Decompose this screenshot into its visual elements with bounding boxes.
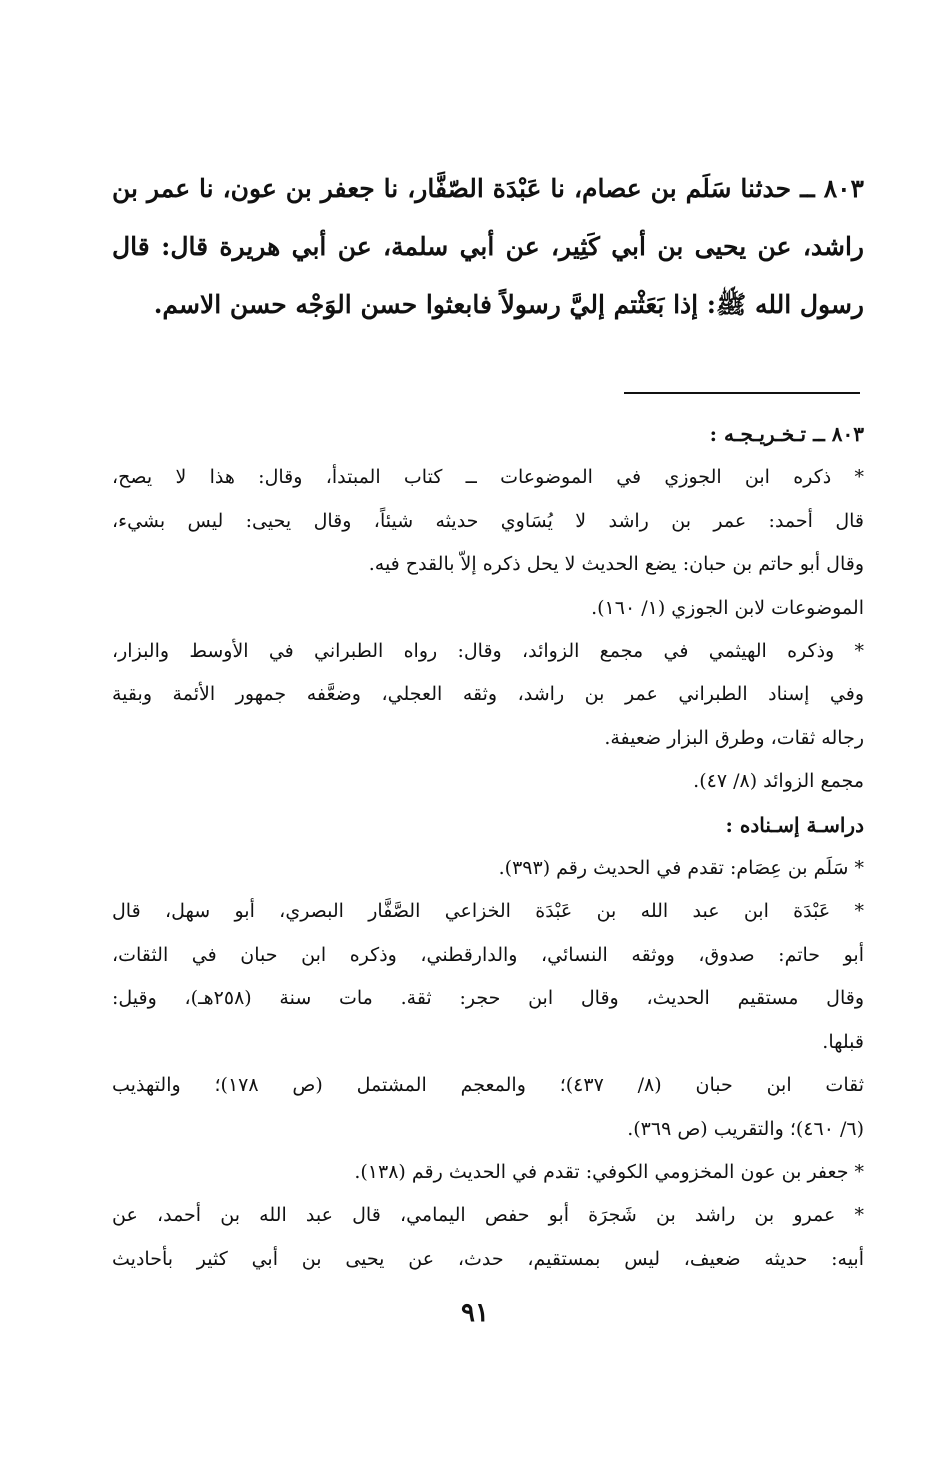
note-line: رجاله ثقات، وطرق البزار ضعيفة.	[604, 726, 864, 749]
note-line: وقال أبو حاتم بن حبان: يضع الحديث لا يحل ذكره إلاّ بالقدح فيه.	[368, 553, 864, 576]
hadith-text	[112, 160, 864, 334]
note-line: (٦/ ٤٦٠)؛ والتقريب (ص ٣٦٩).	[627, 1117, 864, 1140]
page-number: ٩١	[461, 1298, 489, 1328]
isnad-study-heading: دراسـة إسـناده :	[725, 812, 864, 837]
note-line: * عمرو بن راشد بن شَجرَة أبو حفص اليمامي، قال عبد الله بن أحمد، عن	[112, 1204, 864, 1227]
note-line: وفي إسناد الطبراني عمر بن راشد، وثقه العجلي، وضعَّفه جمهور الأئمة وبقية	[112, 683, 864, 706]
takhrij-heading: ٨٠٣ ــ تـخـريـجـه :	[709, 422, 864, 446]
note-line: * جعفر بن عون المخزومي الكوفي: تقدم في الحديث رقم (١٣٨).	[354, 1160, 864, 1183]
note-line: وقال مستقيم الحديث، وقال ابن حجر: ثقة. مات سنة (٢٥٨هـ)، وقيل:	[112, 987, 864, 1010]
note-line: أبو حاتم: صدوق، ووثقه النسائي، والدارقطني، وذكره ابن حبان في الثقات،	[112, 943, 864, 966]
hadith-paragraph: ٨٠٣ ــ حدثنا سَلَم بن عصام، نا عَبْدَة الصّفَّار، نا جعفر بن عون، نا عمر بن راشد، عن يحيى بن أبي كَثِير، عن أبي سلمة، عن أبي هريرة قال: قال رسول الله ﷺ: إذا بَعَثْتم إليَّ رسولاً فابعثوا حسن الوَجْه حسن الاسم.	[112, 174, 864, 319]
note-line: * ذكره ابن الجوزي في الموضوعات ــ كتاب المبتدأ، وقال: هذا لا يصح،	[112, 466, 864, 489]
note-line: * عَبْدَة ابن عبد الله بن عَبْدَة الخزاعي الصَّفَّار البصري، أبو سهل، قال	[112, 900, 864, 923]
note-line: مجمع الزوائد (٨/ ٤٧).	[693, 770, 864, 793]
note-line: أبيه: حديثه ضعيف، ليس بمستقيم، حدث، عن يحيى بن أبي كثير بأحاديث	[112, 1247, 864, 1270]
footnote-separator	[624, 392, 860, 394]
footnotes	[112, 413, 864, 1281]
note-line: قال أحمد: عمر بن راشد لا يُسَاوي حديثه شيئاً، وقال يحيى: ليس بشيء،	[112, 509, 864, 532]
note-line: ثقات ابن حبان (٨/ ٤٣٧)؛ والمعجم المشتمل (ص ١٧٨)؛ والتهذيب	[112, 1074, 864, 1097]
note-line: قبلها.	[822, 1030, 864, 1053]
note-line: * سَلَم بن عِصَام: تقدم في الحديث رقم (٣٩٣).	[498, 857, 864, 880]
note-line: * وذكره الهيثمي في مجمع الزوائد، وقال: رواه الطبراني في الأوسط والبزار،	[112, 640, 864, 663]
note-line: الموضوعات لابن الجوزي (١/ ١٦٠).	[591, 596, 864, 619]
